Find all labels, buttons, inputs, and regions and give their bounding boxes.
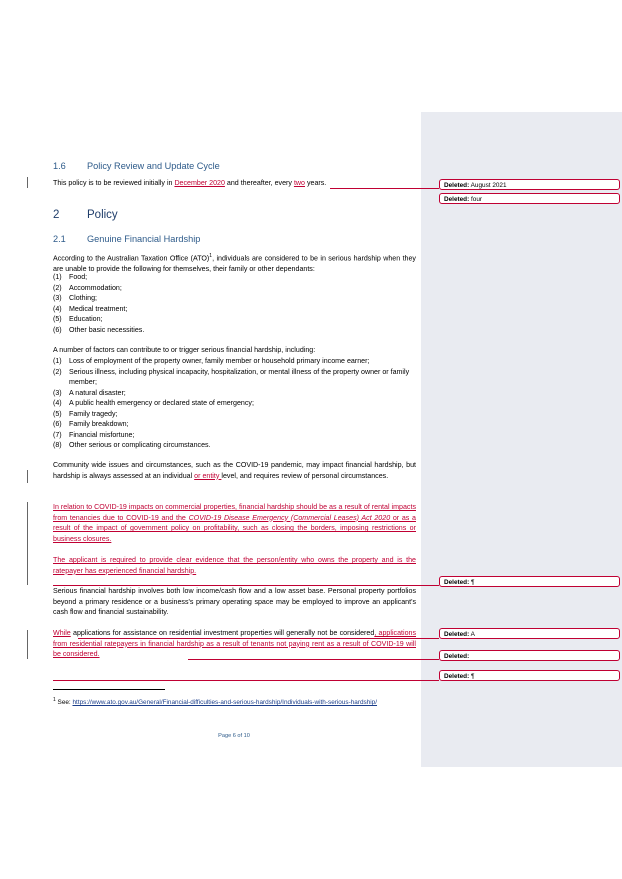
comment-connector xyxy=(53,680,439,681)
deletion-balloon[interactable]: Deleted: four xyxy=(439,193,620,204)
heading-number: 2 xyxy=(53,209,60,221)
review-paragraph: This policy is to be reviewed initially in December 2020 and thereafter, every two years. xyxy=(53,179,327,187)
list-item: (4) A public health emergency or declared state of emergency; xyxy=(53,399,254,407)
inserted-text: or entity xyxy=(194,471,222,480)
list-item: (8) Other serious or complicating circumstances. xyxy=(53,441,211,449)
deletion-balloon[interactable]: Deleted: August 2021 xyxy=(439,179,620,190)
section-2-heading xyxy=(53,209,118,221)
change-bar xyxy=(27,470,28,483)
list-item: (1) Food; xyxy=(53,273,88,281)
comment-margin-pane xyxy=(421,112,622,767)
list-item: (4) Medical treatment; xyxy=(53,304,128,313)
deletion-balloon[interactable]: Deleted: xyxy=(439,650,620,661)
section-1-6-heading xyxy=(53,161,220,171)
page-number: Page 6 of 10 xyxy=(218,733,250,739)
footnote: $^1$ See: https://www.ato.gov.au/General/Financial-difficulties-and-serious-hardship/Individuals-with-serious-hardship/ xyxy=(53,697,378,707)
inserted-text: two xyxy=(293,179,305,187)
serious-hardship-paragraph: Serious financial hardship involves both low income/cash flow and a low asset base. Personal property portfolios beyond a primary residence or a business's primary operating space may be employed to improve an applicant's cash flow and financial sustainability. xyxy=(53,587,416,617)
ato-paragraph: According to the Australian Taxation Office (ATO)$^1$, individuals are considered to be in serious hardship when they are unable to provide the following for themselves, their family or other dependants: xyxy=(53,253,416,273)
list-item: (2) Accommodation; xyxy=(53,283,122,292)
section-2-1-heading xyxy=(53,234,200,244)
factors-list xyxy=(53,356,416,451)
heading-title: Policy Review and Update Cycle xyxy=(87,161,220,171)
change-bar xyxy=(27,630,28,659)
inserted-text: , applications from residential ratepayers in financial hardship as a result of tenants not paying rent as a result of COVID-19 will be considered. xyxy=(53,629,417,659)
comment-connector xyxy=(78,638,439,639)
comment-connector xyxy=(188,659,439,660)
deletion-balloon[interactable]: Deleted: A xyxy=(439,628,620,639)
list-item: (1) Loss of employment of the property owner, family member or household primary income earner; xyxy=(53,357,370,365)
heading-number: 1.6 xyxy=(53,161,66,171)
factors-intro: A number of factors can contribute to or trigger serious financial hardship, including: xyxy=(53,346,316,354)
list-item: (5) Family tragedy; xyxy=(53,409,118,418)
heading-title: Genuine Financial Hardship xyxy=(87,234,201,244)
list-item: (2) Serious illness, including physical incapacity, hospitalization, or mental illness of the property owner or family member; xyxy=(53,367,410,386)
comment-connector xyxy=(330,188,439,189)
evidence-paragraph-inserted: The applicant is required to provide clear evidence that the person/entity who owns the property and is the ratepayer has experienced financial hardship. xyxy=(53,556,416,575)
heading-number: 2.1 xyxy=(53,234,66,244)
list-item: (7) Financial misfortune; xyxy=(53,430,135,439)
change-bar xyxy=(27,502,28,585)
inserted-text: While xyxy=(53,629,71,637)
covid-paragraph-inserted: In relation to COVID-19 impacts on commercial properties, financial hardship should be as a result of rental impacts from tenancies due to COVID-19 and the COVID-19 Disease Emergency (Commercial Leases) Act 2020 or as a result of the impact of government policy on profitability, such as closing the borders, imposing restrictions or business closures. xyxy=(53,503,416,543)
deletion-balloon[interactable]: Deleted: ¶ xyxy=(439,670,620,681)
community-paragraph: Community wide issues and circumstances, such as the COVID-19 pandemic, may impact financial hardship, but hardship is always assessed at an individual or entity level, and requires review of personal circumstances. xyxy=(53,461,416,480)
basic-needs-list xyxy=(53,272,416,335)
deletion-balloon[interactable]: Deleted: ¶ xyxy=(439,576,620,587)
heading-title: Policy xyxy=(87,209,118,221)
list-item: (5) Education; xyxy=(53,315,103,323)
list-item: (6) Other basic necessities. xyxy=(53,325,145,334)
comment-connector xyxy=(53,585,439,586)
footnote-link[interactable]: https://www.ato.gov.au/General/Financial-difficulties-and-serious-hardship/Individuals-with-serious-hardship/ xyxy=(72,699,378,707)
inserted-text: December 2020 xyxy=(174,179,225,187)
change-bar xyxy=(27,177,28,188)
list-item: (3) A natural disaster; xyxy=(53,388,126,397)
list-item: (6) Family breakdown; xyxy=(53,420,129,428)
residential-paragraph: While applications for assistance on residential investment properties will generally not be considered, applications from residential ratepayers in financial hardship as a result of tenants not paying rent as a result of COVID-19 will be considered. xyxy=(53,629,417,659)
footnote-separator xyxy=(53,689,165,690)
list-item: (3) Clothing; xyxy=(53,294,97,302)
